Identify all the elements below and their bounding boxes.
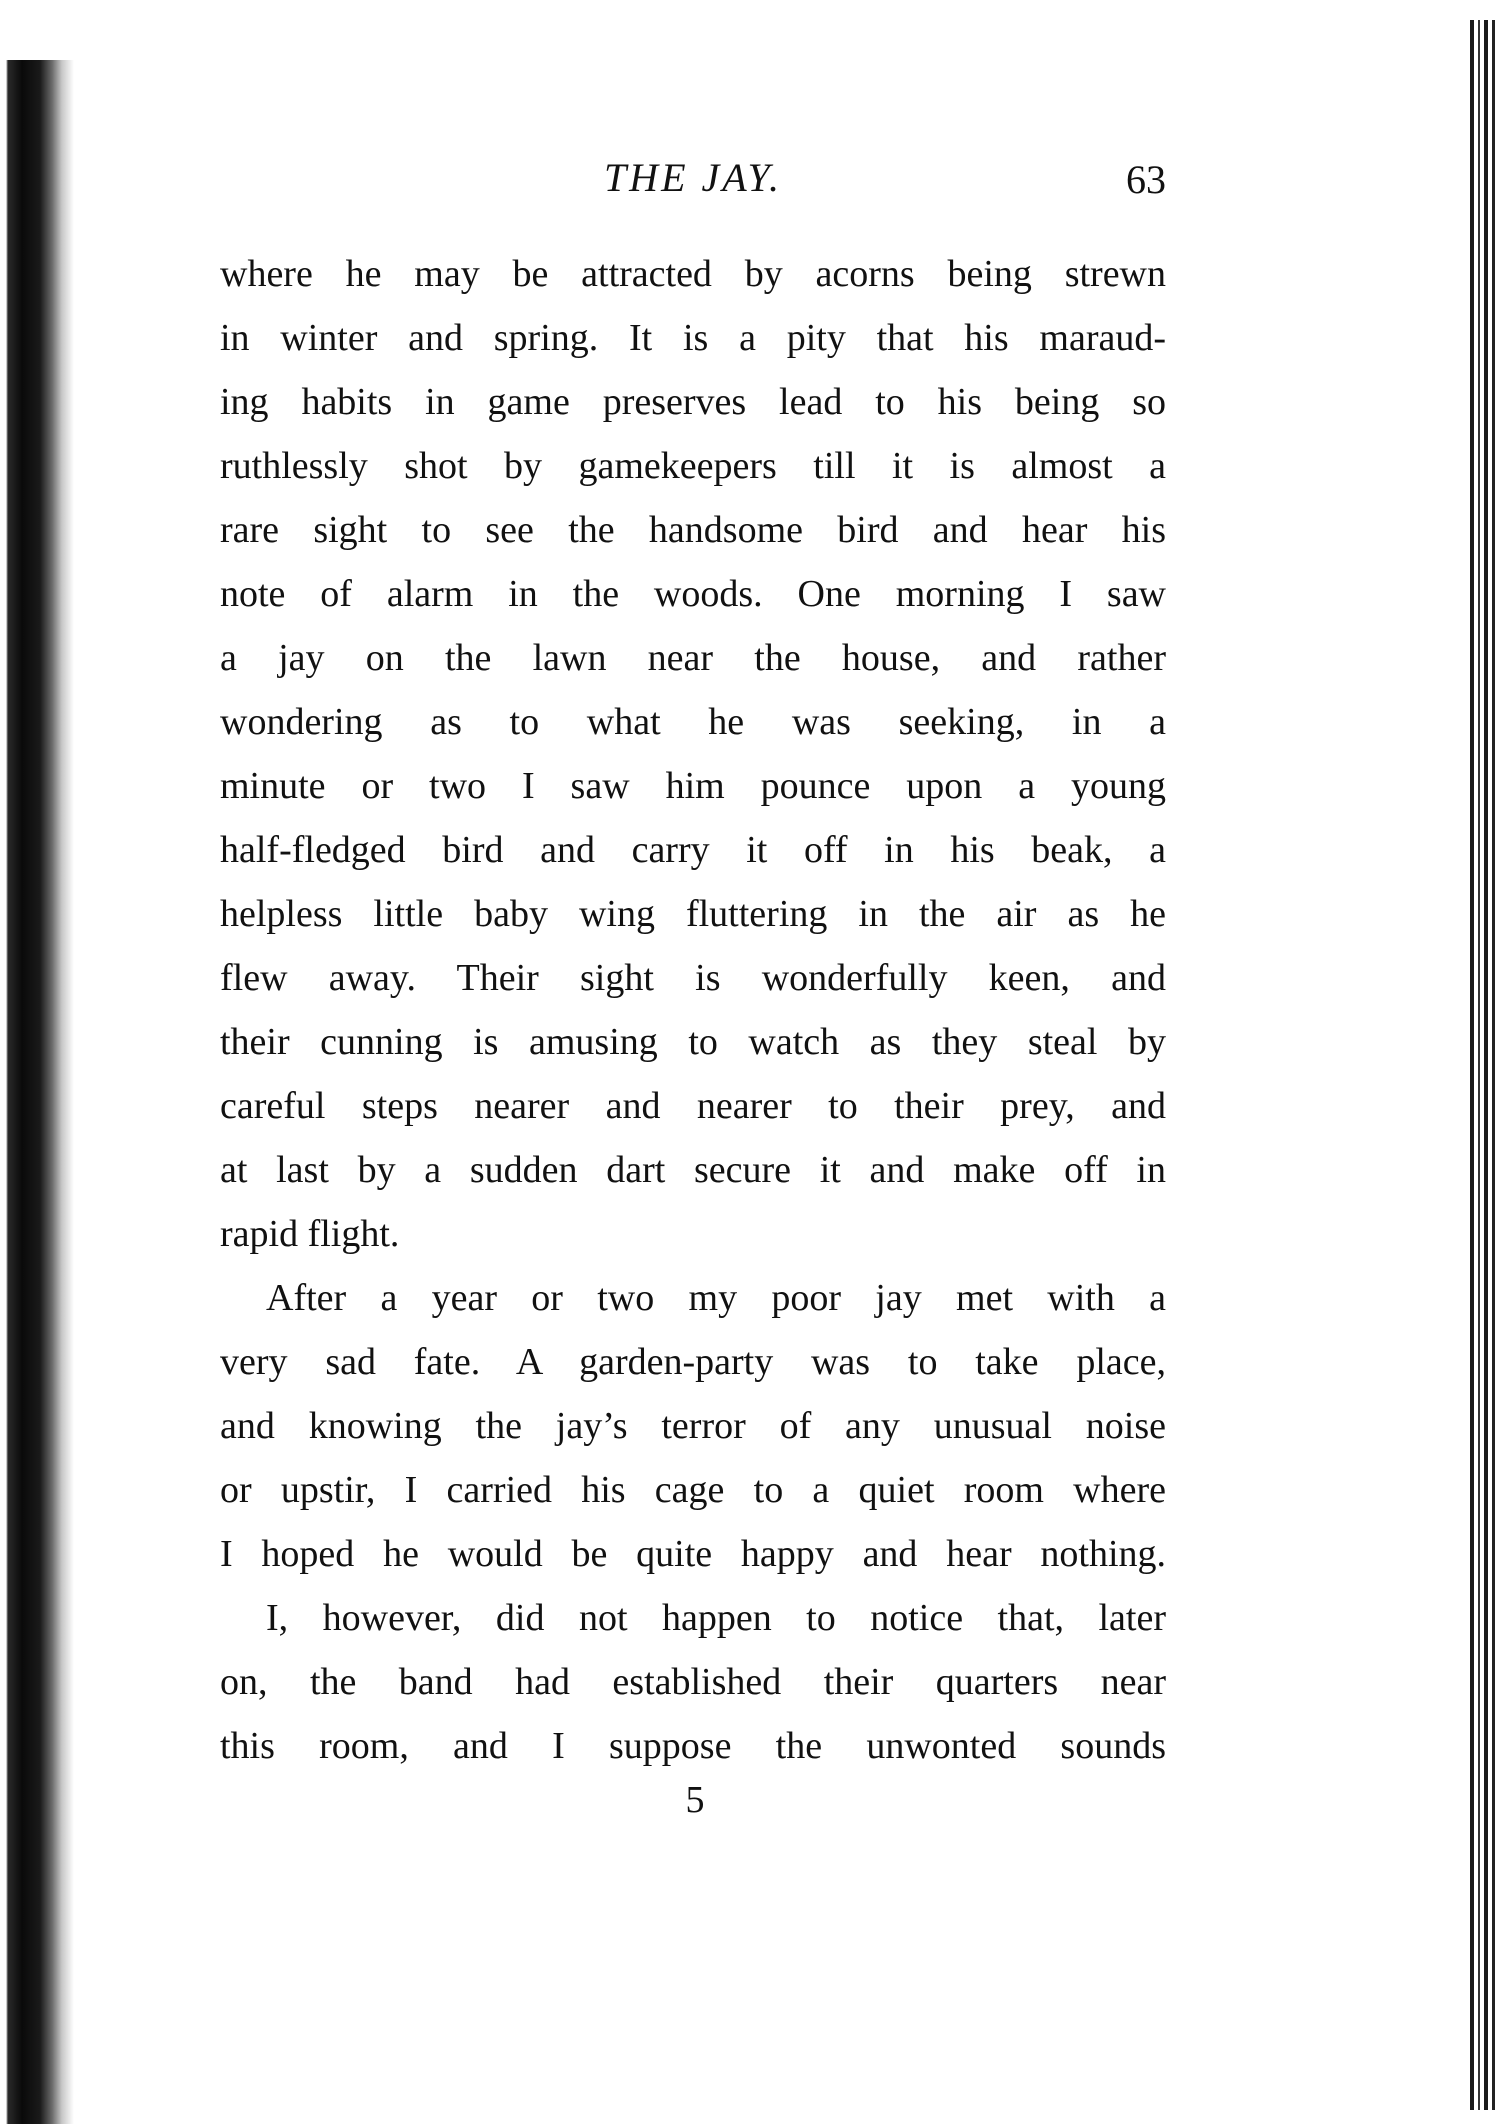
- body-text: [220, 242, 1166, 1778]
- text-line: careful steps nearer and nearer to their prey, and: [220, 1085, 1166, 1127]
- text-line: flew away. Their sight is wonderfully keen, and: [220, 957, 1166, 999]
- paragraph: [220, 1586, 1166, 1778]
- text-line: their cunning is amusing to watch as they steal by: [220, 1021, 1166, 1063]
- paragraph: [220, 242, 1166, 1266]
- text-line: or upstir, I carried his cage to a quiet room where: [220, 1469, 1166, 1511]
- text-line: rare sight to see the handsome bird and hear his: [220, 509, 1166, 551]
- text-line: wondering as to what he was seeking, in a: [220, 701, 1166, 743]
- text-line: rapid flight.: [220, 1213, 400, 1255]
- text-line: ruthlessly shot by gamekeepers till it is almost a: [220, 445, 1166, 487]
- text-line: very sad fate. A garden-party was to take place,: [220, 1341, 1166, 1383]
- running-head: [220, 148, 1166, 208]
- text-line: I hoped he would be quite happy and hear nothing.: [220, 1533, 1166, 1575]
- text-line: where he may be attracted by acorns being strewn: [220, 253, 1166, 295]
- text-line: helpless little baby wing fluttering in the air as he: [220, 893, 1166, 935]
- text-line: and knowing the jay’s terror of any unusual noise: [220, 1405, 1166, 1447]
- text-line: at last by a sudden dart secure it and make off in: [220, 1149, 1166, 1191]
- binding-edge: [0, 0, 74, 2124]
- page-edge-line: [1470, 20, 1474, 2110]
- text-line: I, however, did not happen to notice that, later: [266, 1597, 1166, 1639]
- page-edge-line: [1484, 20, 1488, 2110]
- text-line: ing habits in game preserves lead to his being so: [220, 381, 1166, 423]
- page-edge-line: [1492, 20, 1495, 2110]
- paragraph: [220, 1266, 1166, 1586]
- binding-edge-gap: [0, 0, 80, 60]
- text-line: in winter and spring. It is a pity that his maraud-: [220, 317, 1166, 359]
- text-line: After a year or two my poor jay met with a: [266, 1277, 1166, 1319]
- text-line: half-fledged bird and carry it off in his beak, a: [220, 829, 1166, 871]
- text-line: note of alarm in the woods. One morning I saw: [220, 573, 1166, 615]
- text-line: on, the band had established their quarters near: [220, 1661, 1166, 1703]
- running-title: THE JAY.: [603, 155, 783, 200]
- text-line: minute or two I saw him pounce upon a young: [220, 765, 1166, 807]
- signature-mark: 5: [685, 1779, 705, 1821]
- text-line: a jay on the lawn near the house, and rather: [220, 637, 1166, 679]
- text-line: this room, and I suppose the unwonted sounds: [220, 1725, 1166, 1767]
- page-edge-line: [1478, 20, 1480, 2110]
- page-number: 63: [1126, 157, 1166, 202]
